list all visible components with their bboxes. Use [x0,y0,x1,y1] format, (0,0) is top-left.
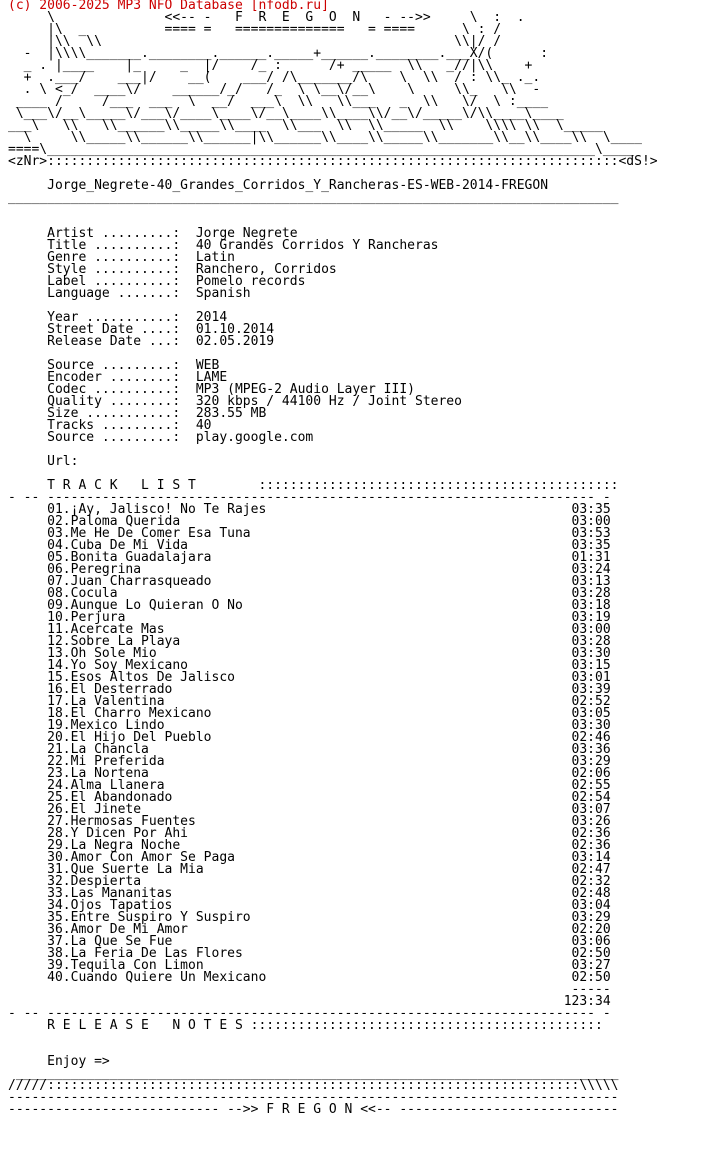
tracklist-heading: T R A C K L I S T :::::::::::::::::::::::::::::::::::::::::::::: - -- ---------------------------------------------------------------------- - [8,478,619,505]
release-notes-heading: R E L E A S E N O T E S ::::::::::::::::::::::::::::::::::::::::::::: [8,1018,603,1033]
tracklist: 01.¡Ay, Jalisco! No Te Rajes 03:35 02.Paloma Querida 03:00 03.Me He De Comer Esa Tuna 03:53 04.Cuba De Mi Vida 03:35 05.Bonita Guadalajara 01:31 06.Peregrina 03:24 07.Juan Charrasqueado 03:13 08.Cocula 03:28 09.Aunque Lo Quieran O No 03:18 10.Perjura 03:19 11.Acercate Mas 03:00 12.Sobre La Playa 03:28 13.Oh Sole Mio 03:30 14.Yo Soy Mexicano 03:15 15.Esos Altos De Jalisco 03:01 16.El Desterrado 03:39 17.La Valentina 02:52 18.El Charro Mexicano 03:05 19.Mexico Lindo 03:30 20.El Hijo Del Pueblo 02:46 21.La Chancla 03:36 22.Mi Preferida 03:29 23.La Nortena 02:06 24.Alma Llanera 02:55 25.El Abandonado 02:54 26.El Jinete 03:07 27.Hermosas Fuentes 03:26 28.Y Dicen Por Ahi 02:36 29.La Negra Noche 02:36 30.Amor Con Amor Se Paga 03:14 31.Que Suerte La Mia 02:47 32.Despierta 02:32 33.Las Mananitas 02:48 34.Ojos Tapatios 03:04 35.Entre Suspiro Y Suspiro 03:29 36.Amor De Mi Amor 02:20 37.La Que Se Fue 03:06 38.La Feria De Las Flores 02:50 39.Tequila Con Limon 03:27 40.Cuando Quiere Un Mexicano 02:50 [47,502,611,985]
ascii-art-logo: \ <<-- - F R E G O N - -->> \ : . |\ _ ==== = ============== = ==== \ : / |\\ \\ \\|/ / - |\\\\_______.________.______._____+______.________.___X/( : _ . |____ |_ _ |/ /_ : /+ _____ \\ _//|\\ + + .___/ ___|/ __( ___/ /\_______/\ \ \\ / : \\_ ._. . \ <_/ ____\/ ______/_/ /_ \ \__\/__\ \ \\_ \\ - ____ / /___ ___ \ __/ ___\ \\ \\___ _ \\ \/ \ :____ \___\/__\_____\/___\/____\____\/__\____\\____\\/__\/_____\/\\____\____ ___\ \\ \\______\\_____\\____ \\___ \\ \\_____ \\ \\\\ \\ \_____ \ \\_____\\______\\______|\\______\\____\\_____\\_______\\__\\____\\ \____ ====\______________________________________________________________________\____ <zNr>:::::::::::::::::::::::::::::::::::::::::::::::::::::::::::::::::::::::::<dS!> [8,10,658,169]
release-notes: Enjoy => [47,1054,110,1069]
nfo-document [8,0,658,1116]
nfo-header: (c) 2006-2025 MP3 NFO Database [nfodb.ru] [8,0,329,13]
footer: _____________________________________________________________________________ /////::::::::::::::::::::::::::::::::::::::::::::::::::::::::::::::::::::\\\\\ ------------------------------------------------------------------------------ --------------------------- -->> F R E G O N <<-- ---------------------------- [8,1066,619,1117]
release-name: Jorge_Negrete-40_Grandes_Corridos_Y_Rancheras-ES-WEB-2014-FREGON ______________________________________________________________________________ [8,178,619,205]
url-label: Url: [8,454,79,469]
info-block: Artist .........: Jorge Negrete Title ..........: 40 Grandes Corridos Y Rancheras Genre ..........: Latin Style ..........: Ranchero, Corridos Label ..........: Pomelo records Language .......: Spanish Year ...........: 2014 Street Date ....: 01.10.2014 Release Date ...: 02.05.2019 Source .........: WEB Encoder ........: LAME Codec ..........: MP3 (MPEG-2 Audio Layer III) Quality ........: 320 kbps / 44100 Hz / Joint Stereo Size ...........: 283.55 MB Tracks .........: 40 Source .........: play.google.com [47,226,462,445]
total-time: ----- 123:34 - -- ---------------------------------------------------------------------- - [8,982,611,1021]
